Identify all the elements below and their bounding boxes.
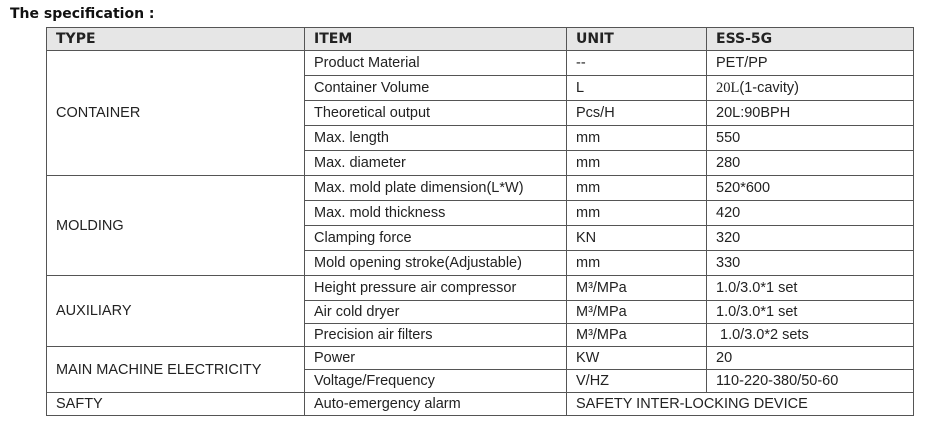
header-model: ESS-5G — [707, 28, 914, 51]
unit-cell: mm — [567, 151, 707, 176]
item-cell: Height pressure air compressor — [305, 276, 567, 301]
value-cell: 110-220-380/50-60 — [707, 370, 914, 393]
item-cell: Voltage/Frequency — [305, 370, 567, 393]
type-cell: CONTAINER — [47, 51, 305, 176]
value-cell: 420 — [707, 201, 914, 226]
table-row — [47, 51, 914, 76]
type-cell: MOLDING — [47, 176, 305, 276]
header-unit: UNIT — [567, 28, 707, 51]
unit-cell: mm — [567, 251, 707, 276]
item-cell: Power — [305, 347, 567, 370]
merged-value-cell: SAFETY INTER-LOCKING DEVICE — [567, 393, 914, 416]
table-header-row — [47, 28, 914, 51]
unit-cell: M³/MPa — [567, 301, 707, 324]
value-cell: 20L:90BPH — [707, 101, 914, 126]
unit-cell: mm — [567, 201, 707, 226]
unit-cell: L — [567, 76, 707, 101]
table-row — [47, 176, 914, 201]
item-cell: Theoretical output — [305, 101, 567, 126]
value-cell: 1.0/3.0*2 sets — [707, 324, 914, 347]
value-cell: 320 — [707, 226, 914, 251]
item-cell: Precision air filters — [305, 324, 567, 347]
value-cell: 550 — [707, 126, 914, 151]
unit-cell: M³/MPa — [567, 324, 707, 347]
item-cell: Mold opening stroke(Adjustable) — [305, 251, 567, 276]
value-cell: 1.0/3.0*1 set — [707, 276, 914, 301]
item-cell: Max. mold plate dimension(L*W) — [305, 176, 567, 201]
type-cell: AUXILIARY — [47, 276, 305, 347]
value-cell: PET/PP — [707, 51, 914, 76]
value-suffix: (1-cavity) — [739, 79, 799, 96]
item-cell: Container Volume — [305, 76, 567, 101]
table-row — [47, 276, 914, 301]
item-cell: Air cold dryer — [305, 301, 567, 324]
header-type: TYPE — [47, 28, 305, 51]
page-title: The specification : — [10, 6, 155, 22]
item-cell: Product Material — [305, 51, 567, 76]
specification-table — [46, 27, 914, 416]
value-cell: 520*600 — [707, 176, 914, 201]
table-row — [47, 347, 914, 370]
unit-cell: mm — [567, 126, 707, 151]
item-cell: Max. diameter — [305, 151, 567, 176]
table-row — [47, 393, 914, 416]
item-cell: Max. mold thickness — [305, 201, 567, 226]
item-cell: Clamping force — [305, 226, 567, 251]
value-prefix: 20L — [716, 79, 740, 96]
unit-cell: mm — [567, 176, 707, 201]
type-cell: MAIN MACHINE ELECTRICITY — [47, 347, 305, 393]
value-cell: 330 — [707, 251, 914, 276]
value-cell: 1.0/3.0*1 set — [707, 301, 914, 324]
value-cell: 280 — [707, 151, 914, 176]
item-cell: Max. length — [305, 126, 567, 151]
unit-cell: KN — [567, 226, 707, 251]
value-cell: 20 — [707, 347, 914, 370]
unit-cell: KW — [567, 347, 707, 370]
value-cell — [707, 76, 914, 101]
unit-cell: -- — [567, 51, 707, 76]
header-item: ITEM — [305, 28, 567, 51]
unit-cell: M³/MPa — [567, 276, 707, 301]
type-cell: SAFTY — [47, 393, 305, 416]
unit-cell: V/HZ — [567, 370, 707, 393]
item-cell: Auto-emergency alarm — [305, 393, 567, 416]
unit-cell: Pcs/H — [567, 101, 707, 126]
